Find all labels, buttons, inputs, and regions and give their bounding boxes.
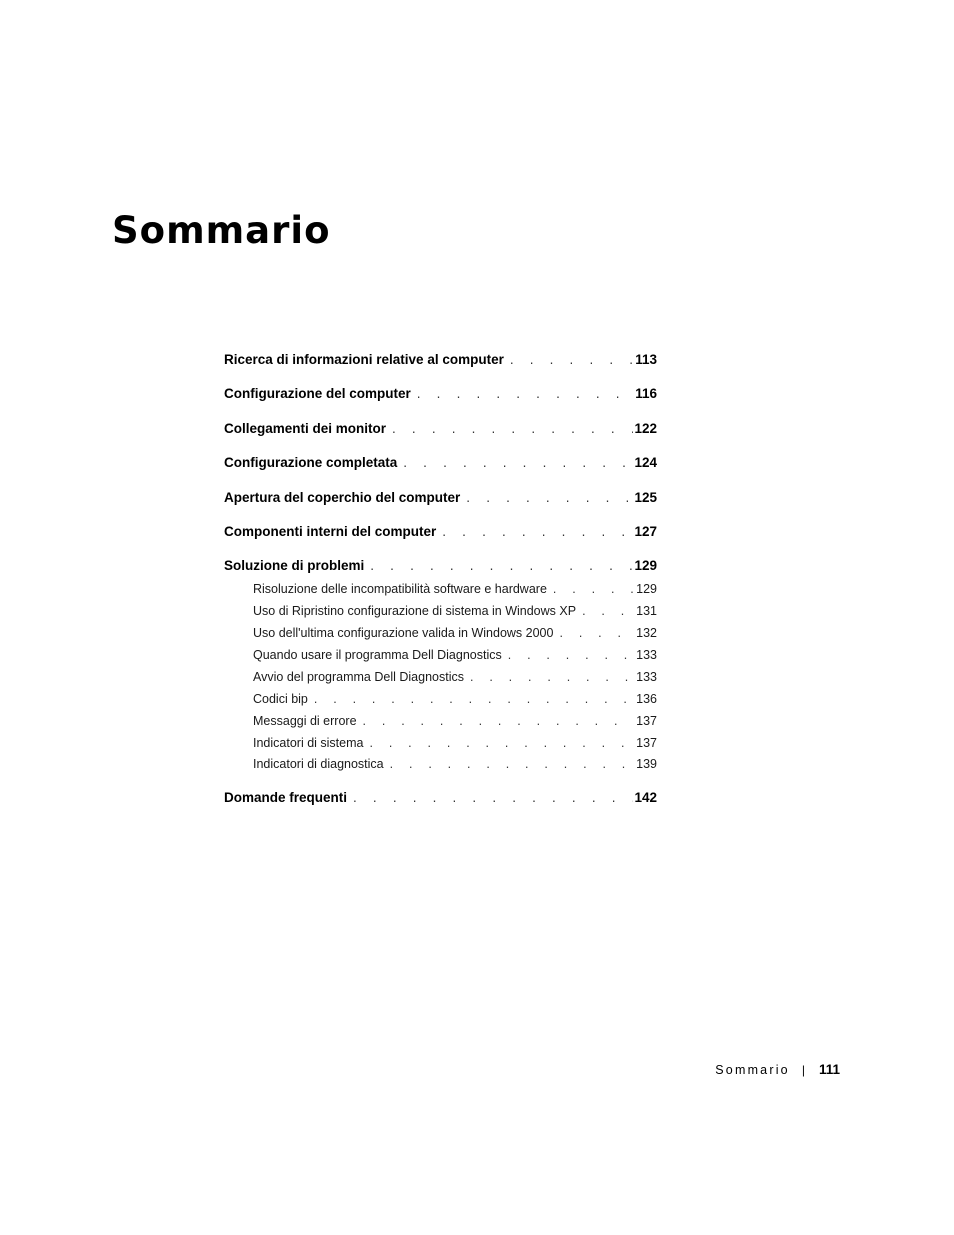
toc-entry-page: 124 — [634, 455, 657, 471]
dot-leader — [392, 421, 633, 436]
dot-leader — [582, 604, 633, 618]
toc-subentry-label: Uso dell'ultima configurazione valida in Windows 2000 — [253, 626, 554, 641]
toc-subentry-label: Avvio del programma Dell Diagnostics — [253, 669, 464, 684]
toc-subentry-label: Indicatori di sistema — [253, 735, 364, 750]
dot-leader — [470, 670, 633, 684]
dot-leader — [390, 757, 633, 771]
toc-entry-label: Componenti interni del computer — [224, 523, 437, 539]
toc-subentry-label: Risoluzione delle incompatibilità software e hardware — [253, 582, 547, 597]
toc-entry-page: 127 — [634, 523, 657, 539]
toc-subentry-ripristino-configurazione[interactable] — [224, 604, 657, 626]
toc-entry-collegamenti-monitor[interactable] — [224, 421, 657, 445]
toc-subentry-avvio-diagnostics[interactable] — [224, 670, 657, 692]
toc-subentry-page: 132 — [636, 626, 657, 641]
dot-leader — [363, 714, 633, 728]
dot-leader — [403, 455, 633, 470]
toc-subentry-label: Quando usare il programma Dell Diagnostics — [253, 648, 502, 663]
toc-subentry-quando-usare-diagnostics[interactable] — [224, 648, 657, 670]
toc-entry-apertura-coperchio[interactable] — [224, 490, 657, 514]
dot-leader — [510, 352, 633, 367]
footer-page-number: 111 — [818, 1062, 840, 1077]
toc-subentry-page: 139 — [636, 757, 657, 772]
toc-subentry-page: 133 — [636, 669, 657, 684]
toc-entry-label: Soluzione di problemi — [224, 558, 365, 574]
toc-subentry-label: Indicatori di diagnostica — [253, 757, 384, 772]
toc-entry-label: Ricerca di informazioni relative al computer — [224, 352, 504, 367]
toc-entry-componenti-interni[interactable] — [224, 524, 657, 548]
toc-subentry-label: Codici bip — [253, 691, 308, 706]
toc-entry-soluzione-problemi[interactable] — [224, 558, 657, 582]
dot-leader — [369, 736, 633, 750]
dot-leader — [370, 558, 633, 573]
toc-entry-ricerca-informazioni[interactable] — [224, 352, 657, 376]
toc-entry-page: 116 — [635, 386, 657, 402]
toc-entry-page: 113 — [635, 352, 657, 367]
toc-subentry-page: 133 — [636, 648, 657, 663]
dot-leader — [466, 490, 633, 505]
toc-subentry-label: Uso di Ripristino configurazione di sistema in Windows XP — [253, 604, 577, 619]
toc-subentry-messaggi-errore[interactable] — [224, 714, 657, 736]
toc-entry-label: Configurazione completata — [224, 455, 398, 471]
dot-leader — [353, 790, 633, 805]
dot-leader — [442, 524, 633, 539]
dot-leader — [417, 386, 633, 401]
toc-entry-domande-frequenti[interactable] — [224, 790, 657, 814]
toc-entry-page: 142 — [634, 789, 657, 805]
toc-subentry-indicatori-diagnostica[interactable] — [224, 757, 657, 779]
toc-entry-configurazione-computer[interactable] — [224, 386, 657, 410]
dot-leader — [553, 582, 633, 596]
toc-subentry-risoluzione-incompatibilita[interactable] — [224, 582, 657, 604]
toc-subentry-page: 137 — [636, 713, 657, 728]
footer-separator: | — [801, 1063, 805, 1077]
toc-subentry-indicatori-sistema[interactable] — [224, 736, 657, 758]
toc-entry-label: Domande frequenti — [224, 789, 348, 805]
toc-subentry-page: 136 — [636, 691, 657, 706]
toc-subentry-label: Messaggi di errore — [253, 713, 357, 728]
toc-entry-label: Configurazione del computer — [224, 386, 411, 402]
toc-entry-configurazione-completata[interactable] — [224, 455, 657, 479]
footer-section-name: Sommario — [715, 1063, 790, 1077]
toc-subentry-ultima-configurazione[interactable] — [224, 626, 657, 648]
dot-leader — [559, 626, 633, 640]
page-footer — [715, 1062, 840, 1077]
toc-subentry-page: 131 — [636, 604, 657, 619]
toc-subentry-page: 137 — [636, 735, 657, 750]
toc-entry-page: 122 — [634, 420, 657, 436]
table-of-contents — [224, 352, 657, 824]
toc-entry-page: 125 — [634, 489, 657, 505]
toc-subentry-page: 129 — [636, 582, 657, 597]
dot-leader — [508, 648, 633, 662]
page-title: Sommario — [112, 209, 331, 252]
dot-leader — [314, 692, 633, 706]
toc-entry-label: Apertura del coperchio del computer — [224, 489, 461, 505]
toc-entry-label: Collegamenti dei monitor — [224, 420, 387, 436]
toc-subentry-codici-bip[interactable] — [224, 692, 657, 714]
toc-entry-page: 129 — [634, 558, 657, 574]
